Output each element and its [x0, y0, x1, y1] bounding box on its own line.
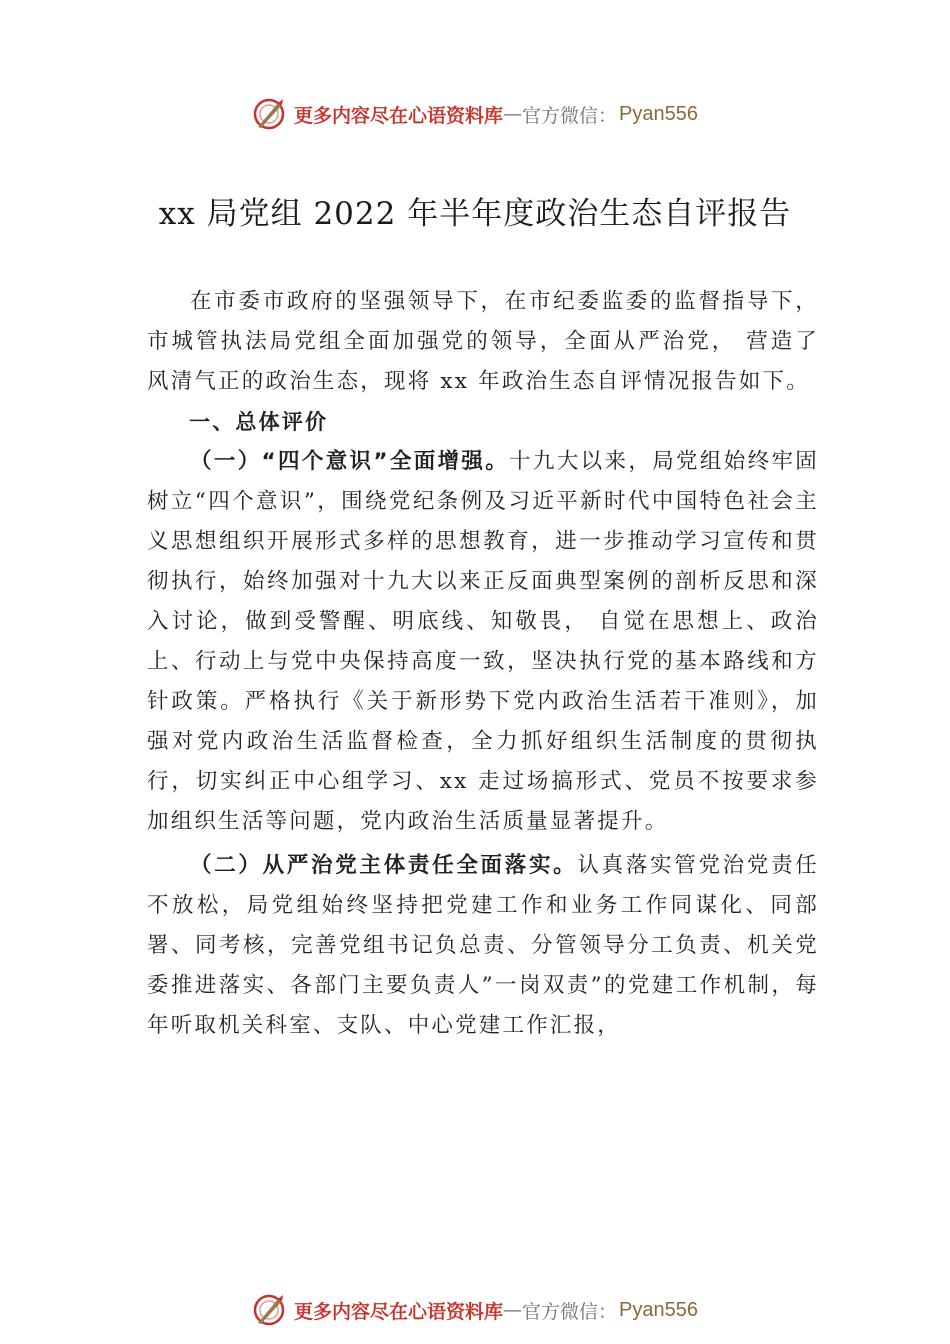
watermark-contact-label: 官方微信： [522, 1300, 618, 1323]
watermark-banner-top [0, 94, 950, 134]
section-heading-overall-evaluation: 一、总体评价 [189, 410, 329, 434]
item-paragraph-four-consciousness [147, 442, 819, 842]
watermark-banner-bottom [0, 1290, 950, 1330]
watermark-contact-id: Pyan556 [619, 1298, 698, 1321]
watermark-dash: — [503, 1299, 523, 1321]
document-title: xx 局党组 2022 年半年度政治生态自评报告 [158, 196, 792, 232]
item-lead: （二）从严治党主体责任全面落实。 [190, 853, 578, 878]
document-body [147, 282, 819, 1046]
watermark-brand-text: 更多内容尽在心语资料库 [294, 104, 504, 127]
item-paragraph-party-responsibility [147, 846, 819, 1046]
item-lead: （一）“四个意识”全面增强。 [190, 449, 510, 474]
intro-paragraph: 在市委市政府的坚强领导下，在市纪委监委的监督指导下，市城管执法局党组全面加强党的领导，全面从严治党， 营造了风清气正的政治生态，现将 xx 年政治生态自评情况报告如下。 [147, 289, 819, 394]
watermark-brand-text: 更多内容尽在心语资料库 [294, 1300, 504, 1323]
item-body: 十九大以来，局党组始终牢固树立“四个意识”，围绕党纪条例及习近平新时代中国特色社会主义思想组织开展形式多样的思想教育，进一步推动学习宣传和贯彻执行，始终加强对十九大以来正反面典型案例的剖析反思和深入讨论，做到受警醒、明底线、知敬畏， 自觉在思想上、政治上、行动上与党中央保持高度一致，坚决执行党的基本路线和方针政策。严格执行《关于新形势下党内政治生活若干准则》，加强对党内政治生活监督检查，全力抓好组织生活制度的贯彻执行，切实纠正中心组学习、xx 走过场搞形式、党员不按要求参加组织生活等问题，党内政治生活质量显著提升。 [147, 449, 819, 834]
watermark-contact-id: Pyan556 [619, 102, 698, 125]
quill-pen-seal-icon [252, 1293, 286, 1327]
watermark-contact-label: 官方微信： [522, 104, 618, 127]
watermark-dash: — [503, 103, 523, 125]
item-body: 认真落实管党治党责任不放松，局党组始终坚持把党建工作和业务工作同谋化、同部署、同考核，完善党组书记负总责、分管领导分工负责、机关党委推进落实、各部门主要负责人”一岗双责”的党建工作机制，每年听取机关科室、支队、中心党建工作汇报， [147, 853, 819, 1038]
quill-pen-seal-icon [252, 97, 286, 131]
